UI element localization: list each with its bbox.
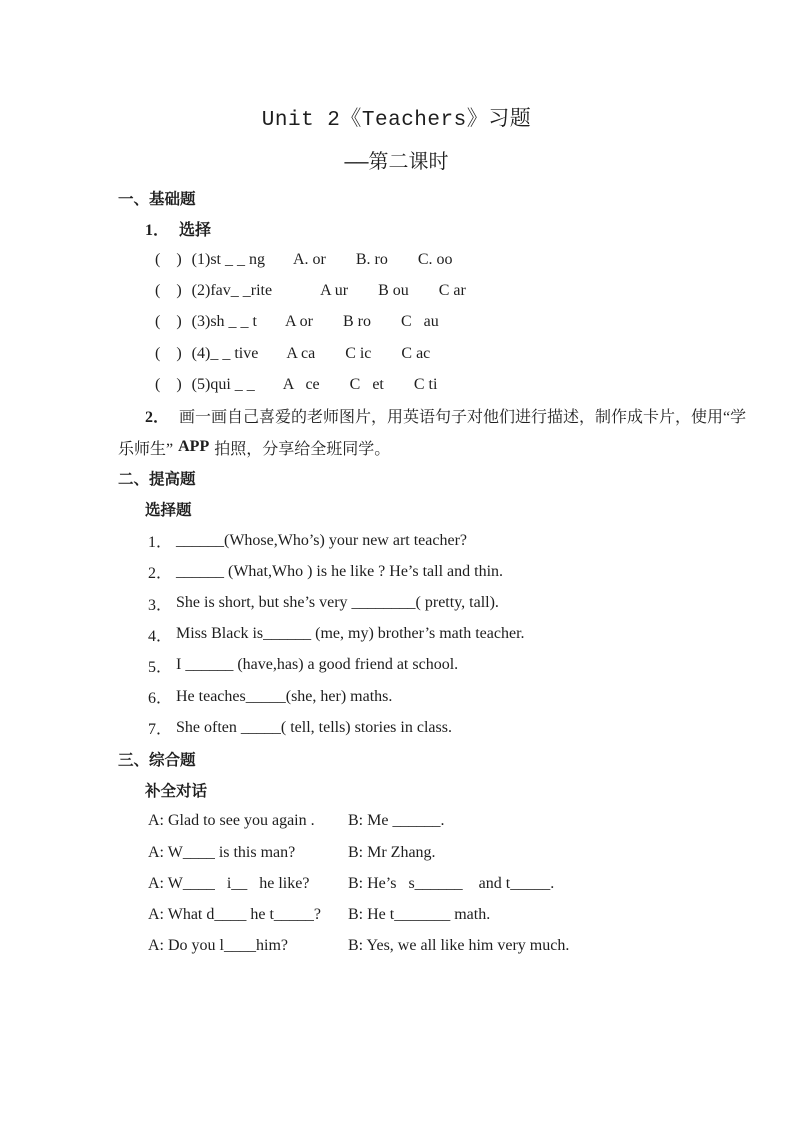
sub1-number: 1．: [145, 222, 170, 240]
item-text: I ______ (have,has) a good friend at school.: [176, 656, 459, 674]
choice-word: _ _ tive: [210, 344, 259, 362]
speaker-b-line: B: He’s s______ and t_____.: [348, 874, 555, 892]
section3-subheading: 补全对话: [145, 783, 208, 801]
dialogue-row-5: [0, 931, 793, 962]
answer-bracket: ( ): [155, 344, 182, 362]
dialogue-row-2: [0, 837, 793, 868]
section1-sub1: [0, 213, 793, 244]
item-text: He teaches_____(she, her) maths.: [176, 687, 393, 705]
option-c: C. oo: [417, 250, 453, 268]
option-a: A ur: [320, 282, 349, 300]
doc-subtitle: ——第二课时: [344, 152, 449, 175]
option-c: C ti: [413, 375, 438, 393]
choice-item-1: [0, 244, 793, 275]
choice-number: (1): [191, 250, 211, 268]
answer-bracket: ( ): [155, 375, 182, 393]
item-text: ______ (What,Who ) is he like ? He’s tall and thin.: [176, 562, 504, 580]
item-text: ______(Whose,Who’s) your new art teacher?: [176, 531, 467, 549]
item-number: 1．: [148, 534, 173, 552]
speaker-b-line: B: He t_______ math.: [348, 905, 491, 923]
task2-line1: [0, 400, 793, 431]
choice-options: [320, 282, 466, 300]
section1-heading: 一、基础题: [118, 190, 196, 208]
task2-number: 2．: [145, 409, 170, 427]
option-b: C ic: [345, 344, 372, 362]
option-c: C ar: [438, 282, 466, 300]
choice-options: [286, 345, 430, 363]
option-b: B ro: [342, 313, 371, 331]
answer-bracket: ( ): [155, 282, 182, 300]
choice-word: qui _ _: [210, 375, 255, 393]
section2-subheading: 选择题: [145, 502, 192, 520]
option-a: A ce: [282, 375, 320, 393]
choice-number: (3): [191, 313, 211, 331]
speaker-a-line: A: Glad to see you again .: [148, 812, 315, 830]
section3-heading: 三、综合题: [118, 751, 196, 769]
choice-item-4: [0, 338, 793, 369]
speaker-b-line: B: Me ______.: [348, 812, 445, 830]
item-text: She is short, but she’s very ________( pretty, tall).: [176, 594, 499, 612]
choice-options: [285, 313, 439, 331]
choice-number: (5): [191, 375, 211, 393]
option-b: B. ro: [355, 250, 388, 268]
speaker-a-line: A: W____ is this man?: [148, 843, 296, 861]
fill-item-1: [0, 525, 793, 556]
speaker-a-line: A: What d____ he t_____?: [148, 905, 322, 923]
answer-bracket: ( ): [155, 250, 182, 268]
option-b: B ou: [378, 282, 409, 300]
task2-line2: [0, 432, 793, 463]
choice-word: sh _ _ t: [210, 313, 257, 331]
choice-options: [283, 376, 438, 394]
speaker-b-line: B: Mr Zhang.: [348, 843, 436, 861]
task2-text-pre: 乐师生”: [118, 440, 174, 458]
fill-item-4: [0, 619, 793, 650]
option-c: C ac: [401, 344, 431, 362]
task2-text: 画一画自己喜爱的老师图片，用英语句子对他们进行描述，制作成卡片，使用“学: [179, 409, 747, 427]
option-a: A or: [284, 313, 313, 331]
dialogue-row-4: [0, 899, 793, 930]
dialogue-row-3: [0, 868, 793, 899]
dialogue-row-1: [0, 806, 793, 837]
answer-bracket: ( ): [155, 313, 182, 331]
item-number: 4．: [148, 627, 173, 645]
task2-app-label: APP: [178, 438, 210, 456]
fill-item-3: [0, 587, 793, 618]
choice-word: fav_ _rite: [210, 282, 273, 300]
option-b: C et: [349, 375, 384, 393]
fill-item-7: [0, 712, 793, 743]
item-text: Miss Black is______ (me, my) brother’s math teacher.: [176, 625, 525, 643]
choice-number: (2): [191, 282, 211, 300]
sub1-label: 选择: [179, 222, 212, 240]
speaker-a-line: A: Do you l____him?: [148, 937, 288, 955]
choice-item-3: [0, 307, 793, 338]
choice-item-5: [0, 369, 793, 400]
item-number: 6．: [148, 690, 173, 708]
item-number: 7．: [148, 721, 173, 739]
option-c: C au: [400, 313, 439, 331]
option-a: A ca: [286, 344, 316, 362]
doc-title: Unit 2《Teachers》习题: [261, 109, 532, 132]
speaker-b-line: B: Yes, we all like him very much.: [348, 937, 570, 955]
choice-item-2: [0, 276, 793, 307]
choice-word: st _ _ ng: [210, 250, 265, 268]
choice-options: [293, 251, 453, 269]
fill-item-2: [0, 556, 793, 587]
choice-number: (4): [191, 344, 211, 362]
item-number: 3．: [148, 596, 173, 614]
task2-text-post: 拍照，分享给全班同学。: [214, 440, 391, 458]
fill-item-6: [0, 681, 793, 712]
section2-heading: 二、提高题: [118, 471, 196, 489]
speaker-a-line: A: W____ i__ he like?: [148, 874, 310, 892]
item-number: 2．: [148, 565, 173, 583]
item-number: 5．: [148, 658, 173, 676]
option-a: A. or: [292, 250, 326, 268]
item-text: She often _____( tell, tells) stories in class.: [176, 718, 452, 736]
fill-item-5: [0, 650, 793, 681]
